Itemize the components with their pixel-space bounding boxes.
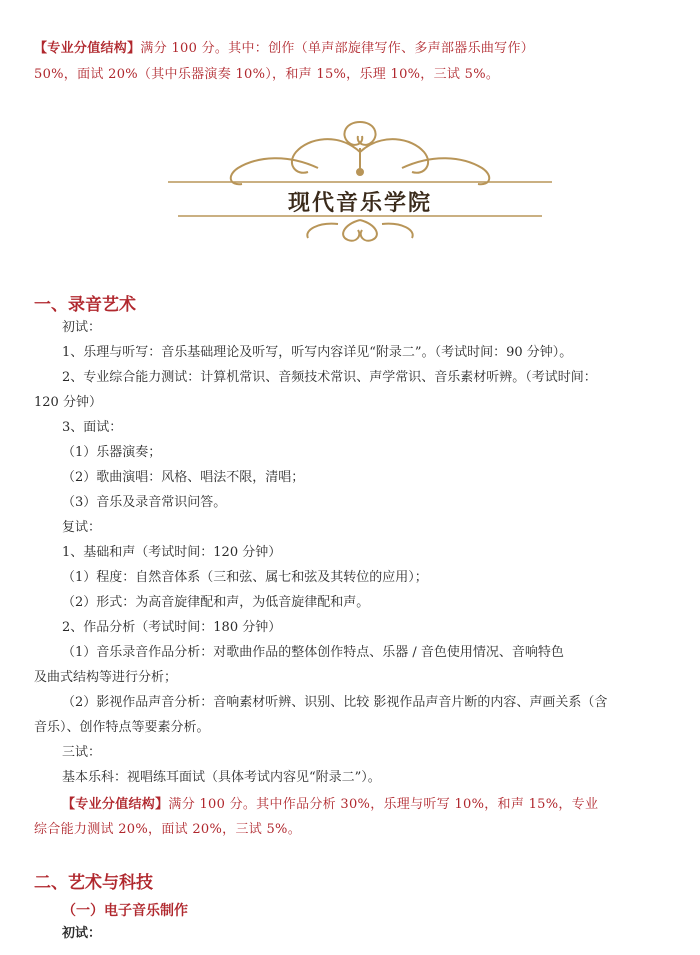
banner-title: 现代音乐学院 — [287, 190, 432, 216]
score-structure-note-section1-cont — [34, 817, 666, 843]
body-line: 基本乐科：视唱练耳面试（具体考试内容见“附录二”）。 — [62, 770, 381, 785]
body-line: （1）音乐录音作品分析：对歌曲作品的整体创作特点、乐器 / 音色使用情况、音响特色 — [62, 645, 564, 660]
body-line: 复试： — [62, 520, 102, 535]
body-line: 3、面试： — [62, 420, 123, 435]
subsection-heading-electronic-music: （一）电子音乐制作 — [62, 903, 188, 919]
body-line: （1）乐器演奏； — [62, 445, 162, 460]
body-line: 2、作品分析（考试时间：180 分钟） — [62, 620, 282, 635]
ornament-flourish-icon — [168, 112, 552, 247]
body-line: （1）程度：自然音体系（三和弦、属七和弦及其转位的应用）； — [62, 570, 428, 585]
body-line: 1、乐理与听写：音乐基础理论及听写，听写内容详见“附录二”。（考试时间：90 分钟）。 — [62, 345, 573, 360]
note-text-line1: 满分 100 分。其中：创作（单声部旋律写作、多声部器乐曲写作） — [140, 41, 535, 56]
note-text-line2: 综合能力测试 20%，面试 20%，三试 5%。 — [34, 822, 302, 837]
body-line: 音乐）、创作特点等要素分析。 — [34, 720, 210, 735]
note-label: 【专业分值结构】 — [34, 41, 141, 56]
body-line: 初试： — [62, 320, 102, 335]
body-line: （2）影视作品声音分析：音响素材听辨、识别、比较 影视作品声音片断的内容、声画关系（含 — [62, 695, 608, 710]
score-structure-note-top — [34, 36, 666, 88]
ornament-banner — [168, 112, 552, 247]
body-line: （3）音乐及录音常识问答。 — [62, 495, 227, 510]
body-line: （2）形式：为高音旋律配和声，为低音旋律配和声。 — [62, 595, 370, 610]
body-line-first-exam: 初试： — [62, 926, 102, 941]
note-text-line2: 50%，面试 20%（其中乐器演奏 10%），和声 15%，乐理 10%，三试 5%。 — [34, 67, 500, 82]
body-line: 2、专业综合能力测试：计算机常识、音频技术常识、声学常识、音乐素材听辨。（考试时间： — [62, 370, 597, 385]
score-structure-note-section1 — [62, 792, 666, 818]
section-heading-recording-art: 一、录音艺术 — [34, 295, 136, 315]
body-line: 及曲式结构等进行分析； — [34, 670, 178, 685]
body-line: 三试： — [62, 745, 102, 760]
body-line: 1、基础和声（考试时间：120 分钟） — [62, 545, 282, 560]
note-label: 【专业分值结构】 — [62, 797, 169, 812]
body-line: （2）歌曲演唱：风格、唱法不限，清唱； — [62, 470, 305, 485]
note-text-line1: 满分 100 分。其中作品分析 30%，乐理与听写 10%，和声 15%，专业 — [168, 797, 599, 812]
section-heading-art-technology: 二、艺术与科技 — [34, 873, 153, 893]
body-line: 120 分钟） — [34, 395, 102, 410]
